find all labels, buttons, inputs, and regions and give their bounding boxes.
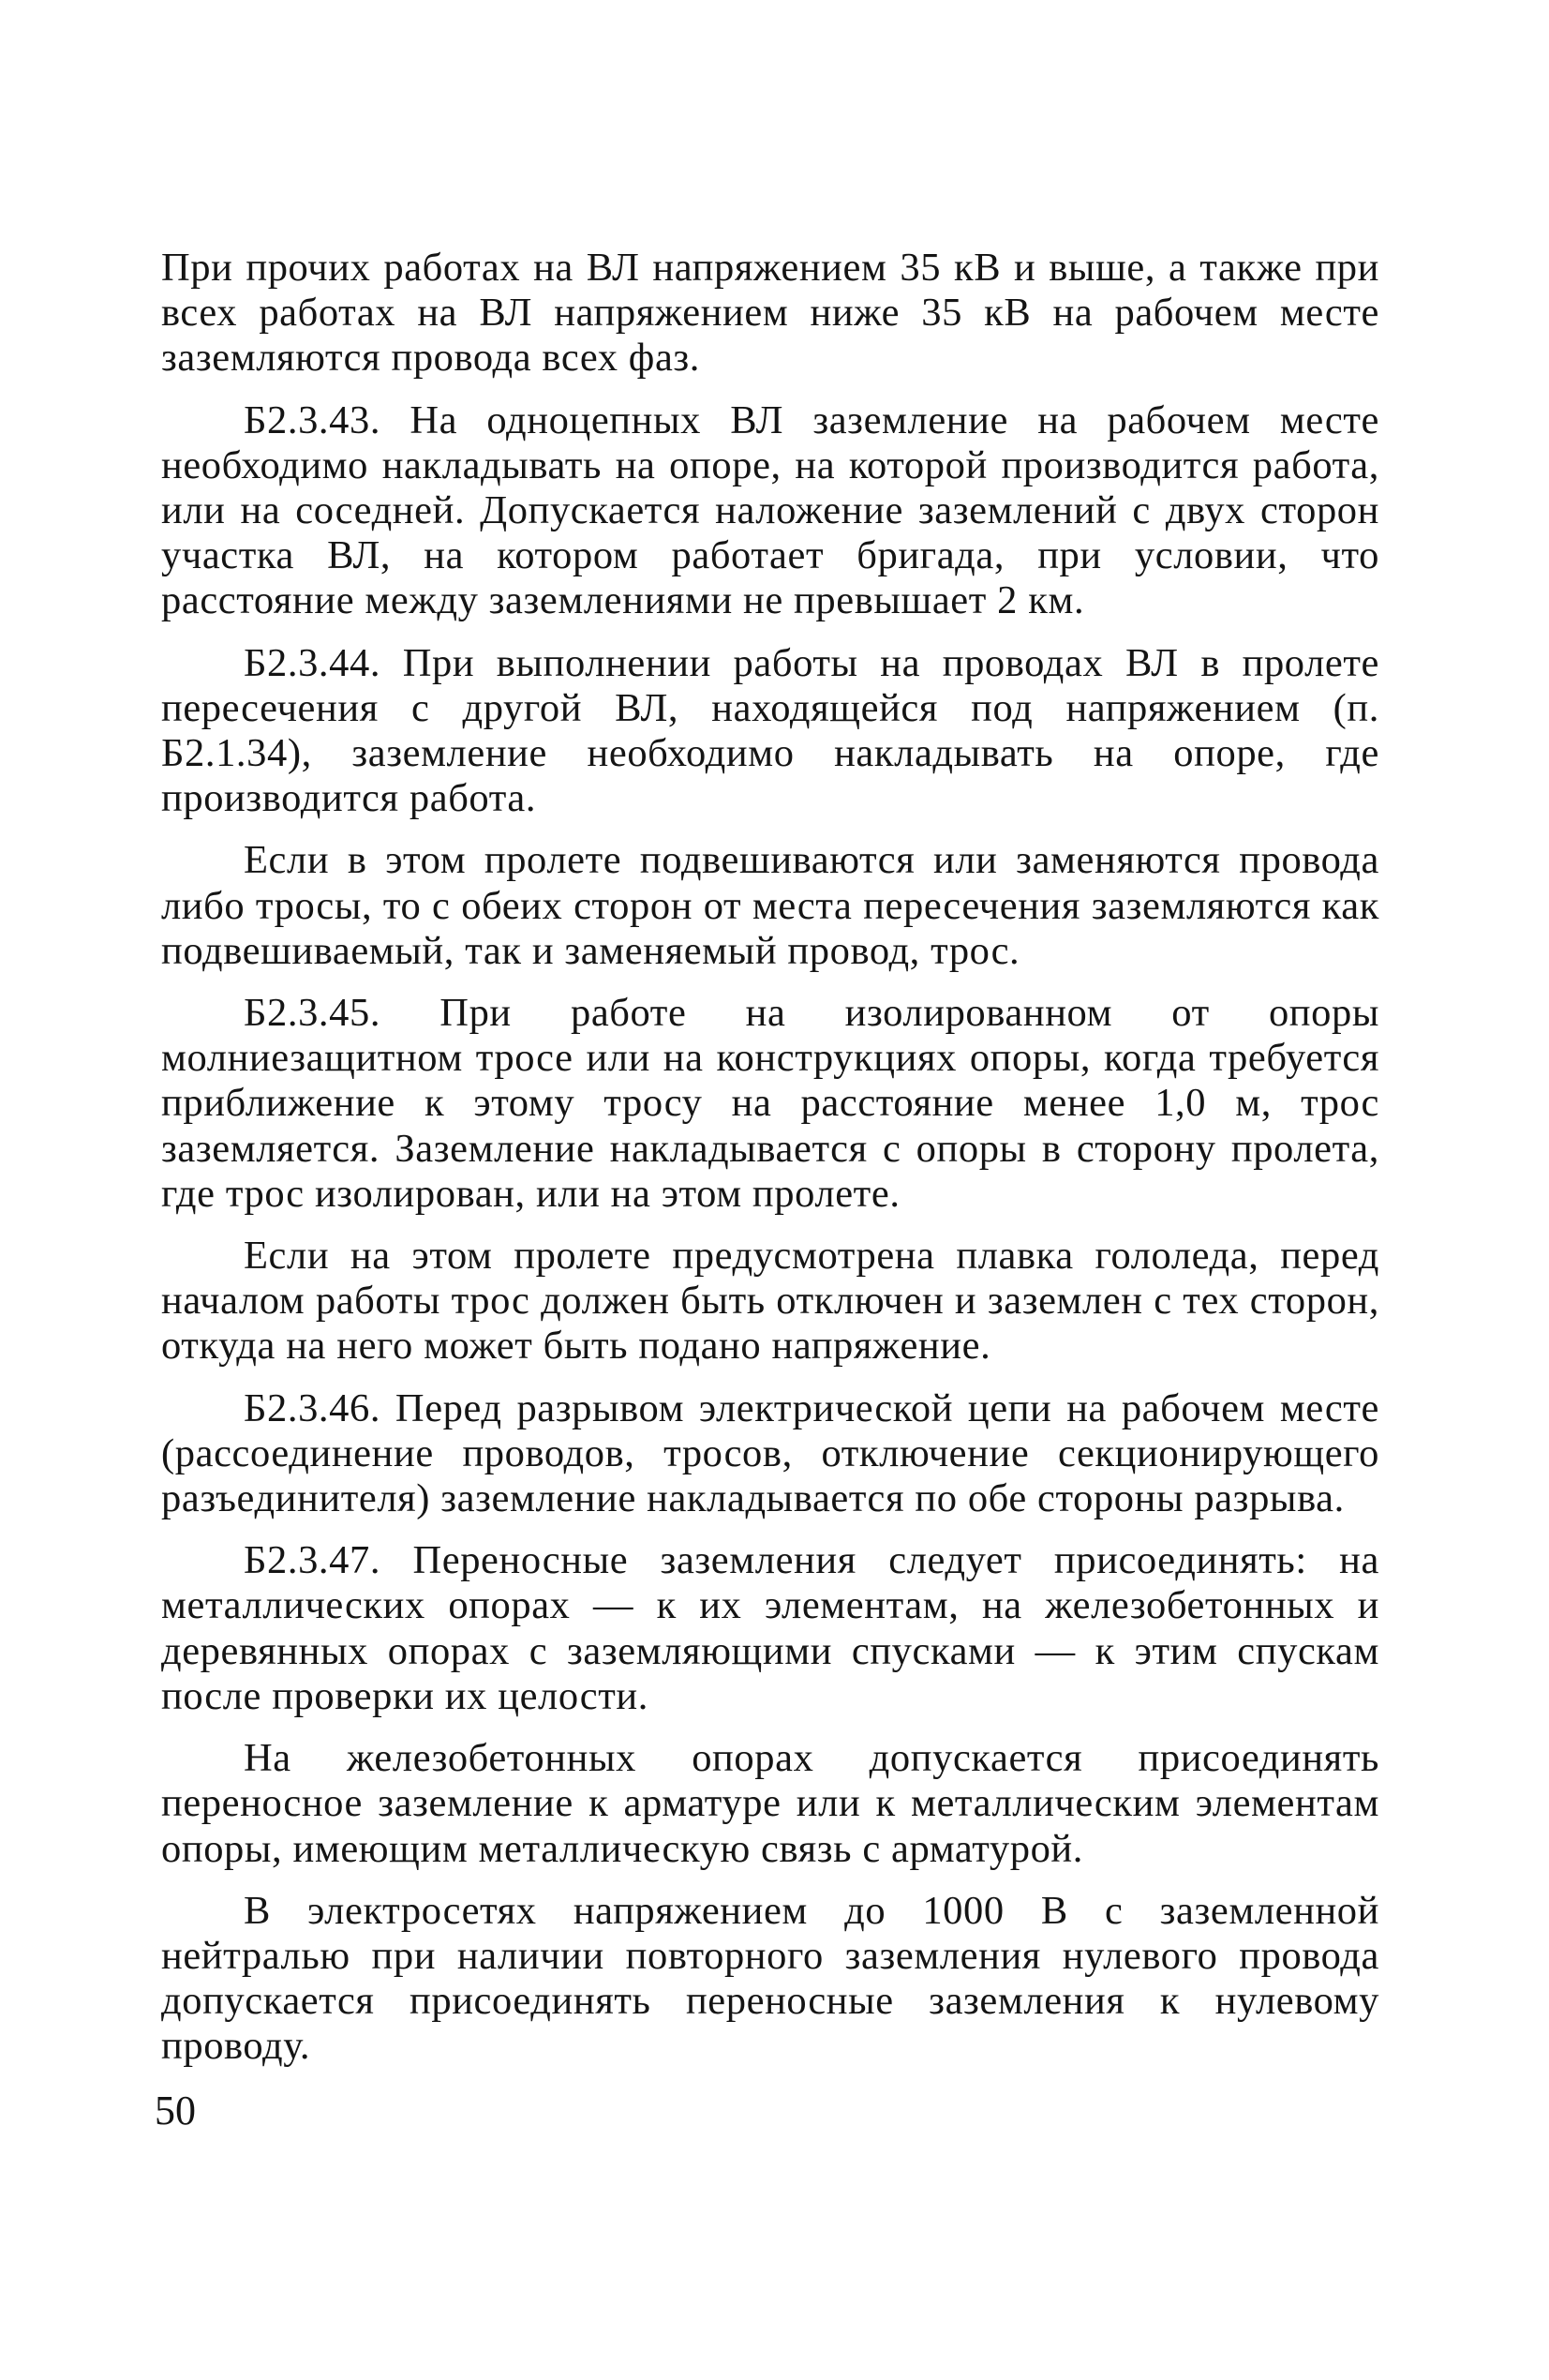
page-number: 50 [155, 2088, 196, 2133]
paragraph: Если в этом пролете подвешиваются или заменяются провода либо тросы, то с обеих сторон от места пересечения заземляются как подвешиваемый, так и заменяемый провод, трос. [161, 838, 1379, 973]
paragraph: Б2.3.44. При выполнении работы на проводах ВЛ в пролете пересечения с другой ВЛ, находящейся под напряжением (п. Б2.1.34), заземление необходимо накладывать на опоре, где производится работа. [161, 640, 1379, 821]
paragraph: Если на этом пролете предусмотрена плавка гололеда, перед началом работы трос должен быть отключен и заземлен с тех сторон, откуда на него может быть подано напряжение. [161, 1234, 1379, 1369]
paragraph: Б2.3.46. Перед разрывом электрической цепи на рабочем месте (рассоединение проводов, тросов, отключение секционирующего разъединителя) заземление накладывается по обе стороны разрыва. [161, 1385, 1379, 1521]
body-text [161, 246, 1379, 2070]
paragraph: Б2.3.45. При работе на изолированном от опоры молниезащитном тросе или на конструкциях опоры, когда требуется приближение к этому тросу на расстояние менее 1,0 м, трос заземляется. Заземление накладывается с опоры в сторону пролета, где трос изолирован, или на этом пролете. [161, 991, 1379, 1216]
paragraph: На железобетонных опорах допускается присоединять переносное заземление к арматуре или к металлическим элементам опоры, имеющим металлическую связь с арматурой. [161, 1736, 1379, 1871]
paragraph: При прочих работах на ВЛ напряжением 35 кВ и выше, а также при всех работах на ВЛ напряжением ниже 35 кВ на рабочем месте заземляются провода всех фаз. [161, 246, 1379, 381]
paragraph: В электросетях напряжением до 1000 В с заземленной нейтралью при наличии повторного заземления нулевого провода допускается присоединять переносные заземления к нулевому проводу. [161, 1888, 1379, 2069]
paragraph: Б2.3.47. Переносные заземления следует присоединять: на металлических опорах — к их элементам, на железобетонных и деревянных опорах с заземляющими спусками — к этим спускам после проверки их целости. [161, 1538, 1379, 1718]
paragraph: Б2.3.43. На одноцепных ВЛ заземление на рабочем месте необходимо накладывать на опоре, на которой производится работа, или на соседней. Допускается наложение заземлений с двух сторон участка ВЛ, на котором работает бригада, при условии, что расстояние между заземлениями не превышает 2 км. [161, 397, 1379, 623]
